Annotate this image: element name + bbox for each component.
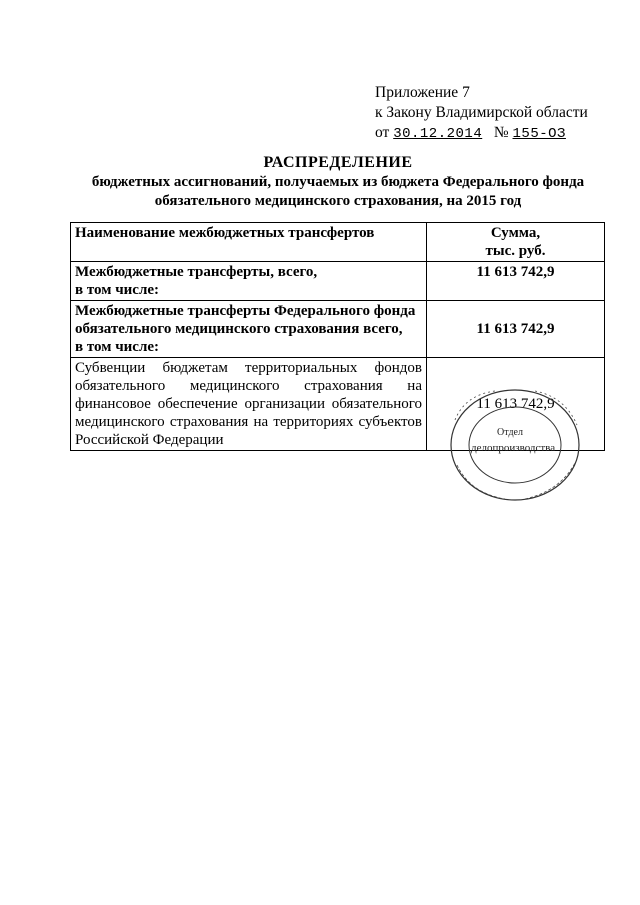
row-sum: 11 613 742,9: [427, 358, 605, 451]
law-number: 155-ОЗ: [512, 126, 566, 142]
header-sum-line2: тыс. руб.: [485, 243, 546, 259]
row-name-line1: Межбюджетные трансферты, всего,: [75, 264, 318, 280]
stamp-seal-icon: [445, 385, 585, 505]
table-row: [71, 301, 605, 358]
row-sum: 11 613 742,9: [427, 301, 605, 358]
appendix-law-ref: к Закону Владимирской области: [375, 104, 588, 121]
number-label: №: [493, 124, 509, 141]
table-row: [71, 262, 605, 301]
header-name: Наименование межбюджетных трансфертов: [71, 223, 427, 262]
row-name: [71, 301, 427, 358]
title-line-3: обязательного медицинского страхования, на 2015 год: [154, 193, 522, 209]
header-sum: [427, 223, 605, 262]
appendix-date-number: [375, 123, 588, 144]
row-name-line2: в том числе:: [75, 339, 160, 355]
law-date: 30.12.2014: [393, 126, 483, 142]
row-name-line1: Межбюджетные трансферты Федерального фонда обязательного медицинского страхования всего,: [75, 303, 416, 337]
appendix-title: Приложение 7: [375, 84, 470, 101]
row-name: Субвенции бюджетам территориальных фондов обязательного медицинского страхования на финансовое обеспечение организации обязательного медицинского страхования на территориях субъектов Российской Федерации: [71, 358, 427, 451]
row-name: [71, 262, 427, 301]
row-sum: 11 613 742,9: [427, 262, 605, 301]
from-label: от: [375, 124, 390, 141]
table-header-row: [71, 223, 605, 262]
appendix-block: [375, 83, 588, 144]
document-title: [70, 153, 606, 211]
title-main: РАСПРЕДЕЛЕНИЕ: [263, 154, 413, 171]
row-name-line2: в том числе:: [75, 282, 160, 298]
title-line-2: бюджетных ассигнований, получаемых из бюджета Федерального фонда: [91, 174, 585, 190]
stamp-center-line1: Отдел: [497, 427, 523, 438]
header-sum-line1: Сумма,: [490, 225, 541, 241]
stamp-center-line2: делопроизводства: [471, 442, 556, 454]
